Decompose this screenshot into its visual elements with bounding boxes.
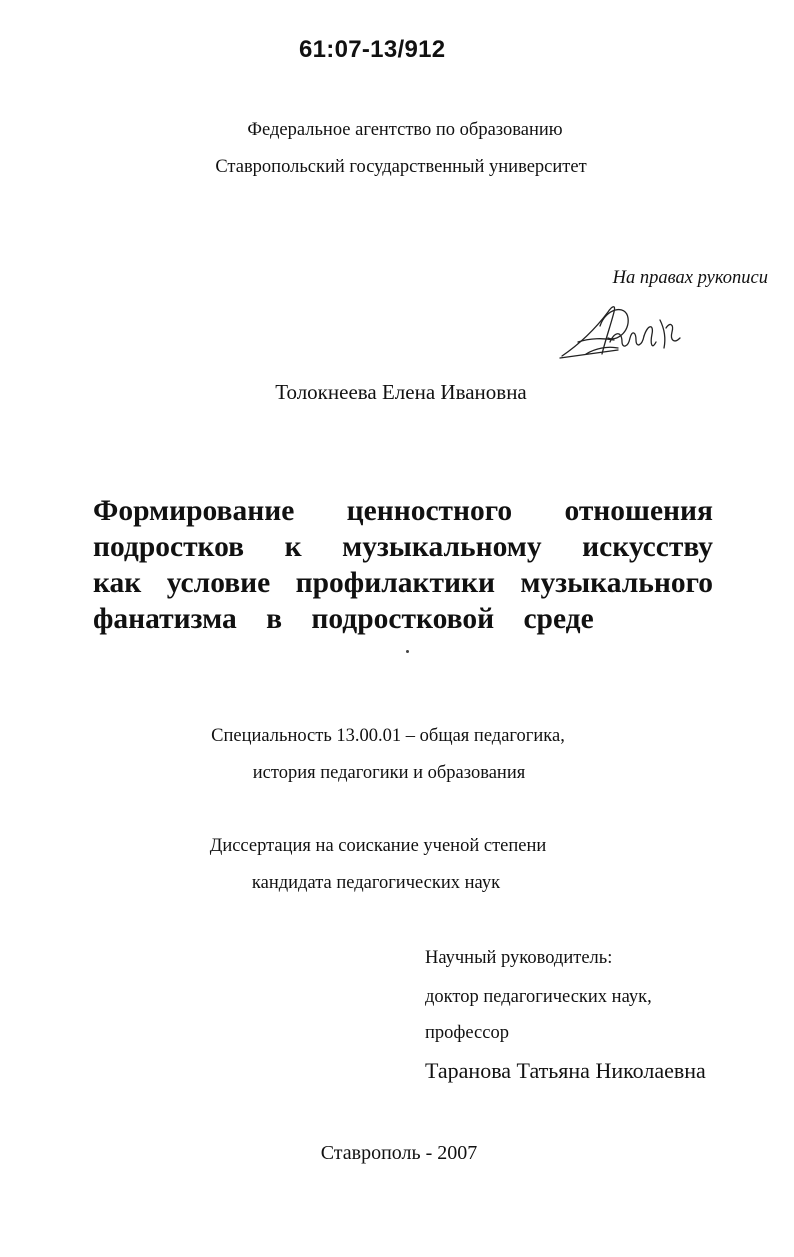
title-word: отношения xyxy=(564,495,714,527)
supervisor-name: Таранова Татьяна Николаевна xyxy=(425,1058,706,1083)
supervisor-degree: доктор педагогических наук, xyxy=(425,987,652,1007)
specialty-line-1: Специальность 13.00.01 – общая педагогика, xyxy=(211,726,565,746)
dissertation-title-line-3 xyxy=(93,566,713,601)
title-word: профилактики xyxy=(295,567,495,599)
title-word: в xyxy=(266,603,283,635)
title-word: Формирование xyxy=(93,495,295,527)
title-word: к xyxy=(284,531,302,563)
degree-line-2: кандидата педагогических наук xyxy=(251,873,501,893)
scan-speck xyxy=(406,650,409,653)
manuscript-note: На правах рукописи xyxy=(612,268,768,288)
dissertation-title-line-4 xyxy=(93,602,713,637)
city-year: Ставрополь - 2007 xyxy=(320,1142,478,1164)
title-word: среде xyxy=(523,603,594,635)
catalog-number: 61:07-13/912 xyxy=(299,36,446,63)
title-word: ценностного xyxy=(346,495,513,527)
title-word: музыкального xyxy=(520,567,714,599)
title-word: как xyxy=(93,567,142,599)
degree-line-1: Диссертация на соискание ученой степени xyxy=(209,836,547,856)
signature-icon xyxy=(556,298,682,366)
supervisor-rank: профессор xyxy=(425,1023,509,1043)
title-word: подростковой xyxy=(311,603,495,635)
title-word: музыкальному xyxy=(342,531,542,563)
agency-name: Федеральное агентство по образованию xyxy=(247,120,563,140)
supervisor-label: Научный руководитель: xyxy=(425,948,613,968)
dissertation-title-line-1 xyxy=(93,494,713,529)
university-name: Ставропольский государственный университет xyxy=(215,157,587,177)
dissertation-title-line-2 xyxy=(93,530,713,565)
title-word: искусству xyxy=(582,531,714,563)
author-name: Толокнеева Елена Ивановна xyxy=(275,380,527,404)
title-word: условие xyxy=(166,567,271,599)
specialty-line-2: история педагогики и образования xyxy=(252,763,526,783)
title-word: подростков xyxy=(93,531,245,563)
title-word: фанатизма xyxy=(93,603,237,635)
